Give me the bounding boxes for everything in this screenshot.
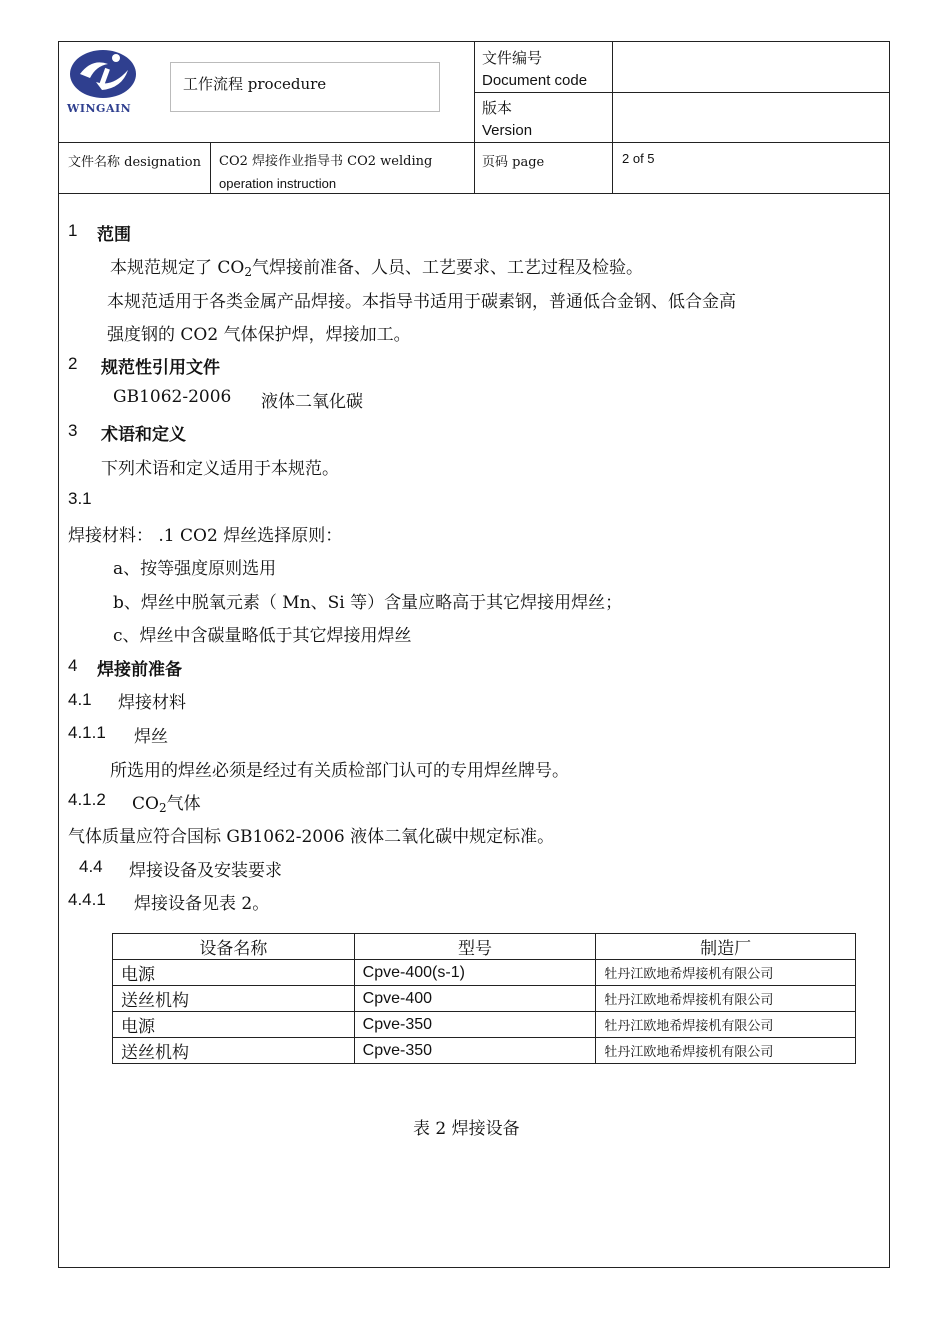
list-item: c、焊丝中含碳量略低于其它焊接用焊丝 <box>113 626 412 646</box>
table-row <box>113 960 856 986</box>
section-number: 1 <box>68 221 78 240</box>
table-row <box>113 1012 856 1038</box>
section-title: 规范性引用文件 <box>101 358 220 378</box>
subsection-number: 3.1 <box>68 489 92 508</box>
paragraph: 焊接材料： .1 CO2 焊丝选择原则： <box>68 526 343 546</box>
document-title-line2: operation instruction <box>219 176 337 191</box>
equipment-name-cell: 送丝机构 <box>113 986 355 1012</box>
paragraph: 气体质量应符合国标 GB1062-2006 液体二氧化碳中规定标准。 <box>68 827 555 847</box>
designation-label: 文件名称 designation <box>68 155 202 170</box>
subsection-number: 4.4.1 <box>68 890 106 909</box>
procedure-label: 工作流程 procedure <box>183 75 327 93</box>
section-title: 术语和定义 <box>101 425 186 445</box>
subsection-number: 4.4 <box>79 857 103 876</box>
page-number: 2 of 5 <box>622 151 655 166</box>
reference-name: 液体二氧化碳 <box>261 392 363 412</box>
model-cell: Cpve-350 <box>354 1012 596 1038</box>
header-divider <box>58 193 890 194</box>
page-label: 页码 page <box>482 155 545 170</box>
section-number: 3 <box>68 421 78 440</box>
subsection-title: $CO_2$气体 <box>132 794 201 815</box>
paragraph: 强度钢的 CO2 气体保护焊，焊接加工。 <box>107 325 411 345</box>
logo-text: WINGAIN <box>67 102 132 115</box>
version-label-en: Version <box>482 122 533 139</box>
equipment-name-cell: 电源 <box>113 1012 355 1038</box>
column-header: 型号 <box>354 934 596 960</box>
model-cell: Cpve-400(s-1) <box>354 960 596 986</box>
table-caption: 表 2 焊接设备 <box>413 1119 520 1139</box>
subsection-title: 焊接材料 <box>118 693 186 713</box>
document-title-line1: CO2 焊接作业指导书 CO2 welding <box>219 154 433 169</box>
company-logo <box>66 44 140 118</box>
doc-code-label-cn: 文件编号 <box>482 49 543 67</box>
model-cell: Cpve-350 <box>354 1038 596 1064</box>
version-label-cn: 版本 <box>482 99 513 117</box>
list-item: b、焊丝中脱氧元素（ Mn、Si 等）含量应略高于其它焊接用焊丝； <box>113 593 623 613</box>
header-divider <box>210 142 211 193</box>
manufacturer-cell: 牡丹江欧地希焊接机有限公司 <box>596 960 856 986</box>
doc-code-label-en: Document code <box>482 72 588 89</box>
paragraph: 下列术语和定义适用于本规范。 <box>101 459 339 479</box>
paragraph: 本规范适用于各类金属产品焊接。本指导书适用于碳素钢，普通低合金钢、低合金高 <box>107 292 736 312</box>
table-row <box>113 1038 856 1064</box>
table-header-row <box>113 934 856 960</box>
section-title: 范围 <box>97 225 131 245</box>
equipment-table <box>112 933 856 1064</box>
page-frame <box>58 41 890 1268</box>
paragraph: 本规范规定了 $CO_2$气焊接前准备、人员、工艺要求、工艺过程及检验。 <box>110 258 643 279</box>
section-number: 2 <box>68 354 78 373</box>
column-header: 设备名称 <box>113 934 355 960</box>
section-number: 4 <box>68 656 78 675</box>
model-cell: Cpve-400 <box>354 986 596 1012</box>
column-header: 制造厂 <box>596 934 856 960</box>
manufacturer-cell: 牡丹江欧地希焊接机有限公司 <box>596 1012 856 1038</box>
table-row <box>113 986 856 1012</box>
subsection-title: 焊丝 <box>134 727 168 747</box>
manufacturer-cell: 牡丹江欧地希焊接机有限公司 <box>596 1038 856 1064</box>
section-title: 焊接前准备 <box>97 660 182 680</box>
subsection-number: 4.1.2 <box>68 790 106 809</box>
header-divider <box>474 92 890 93</box>
subsection-number: 4.1 <box>68 690 92 709</box>
equipment-name-cell: 电源 <box>113 960 355 986</box>
reference-code: GB1062-2006 <box>113 387 232 407</box>
equipment-name-cell: 送丝机构 <box>113 1038 355 1064</box>
subsection-number: 4.1.1 <box>68 723 106 742</box>
subsection-title: 焊接设备见表 2。 <box>134 894 270 914</box>
list-item: a、按等强度原则选用 <box>113 559 277 579</box>
header-divider <box>474 41 475 193</box>
manufacturer-cell: 牡丹江欧地希焊接机有限公司 <box>596 986 856 1012</box>
subsection-title: 焊接设备及安装要求 <box>129 861 282 881</box>
header-divider <box>612 41 613 193</box>
paragraph: 所选用的焊丝必须是经过有关质检部门认可的专用焊丝牌号。 <box>110 761 569 781</box>
